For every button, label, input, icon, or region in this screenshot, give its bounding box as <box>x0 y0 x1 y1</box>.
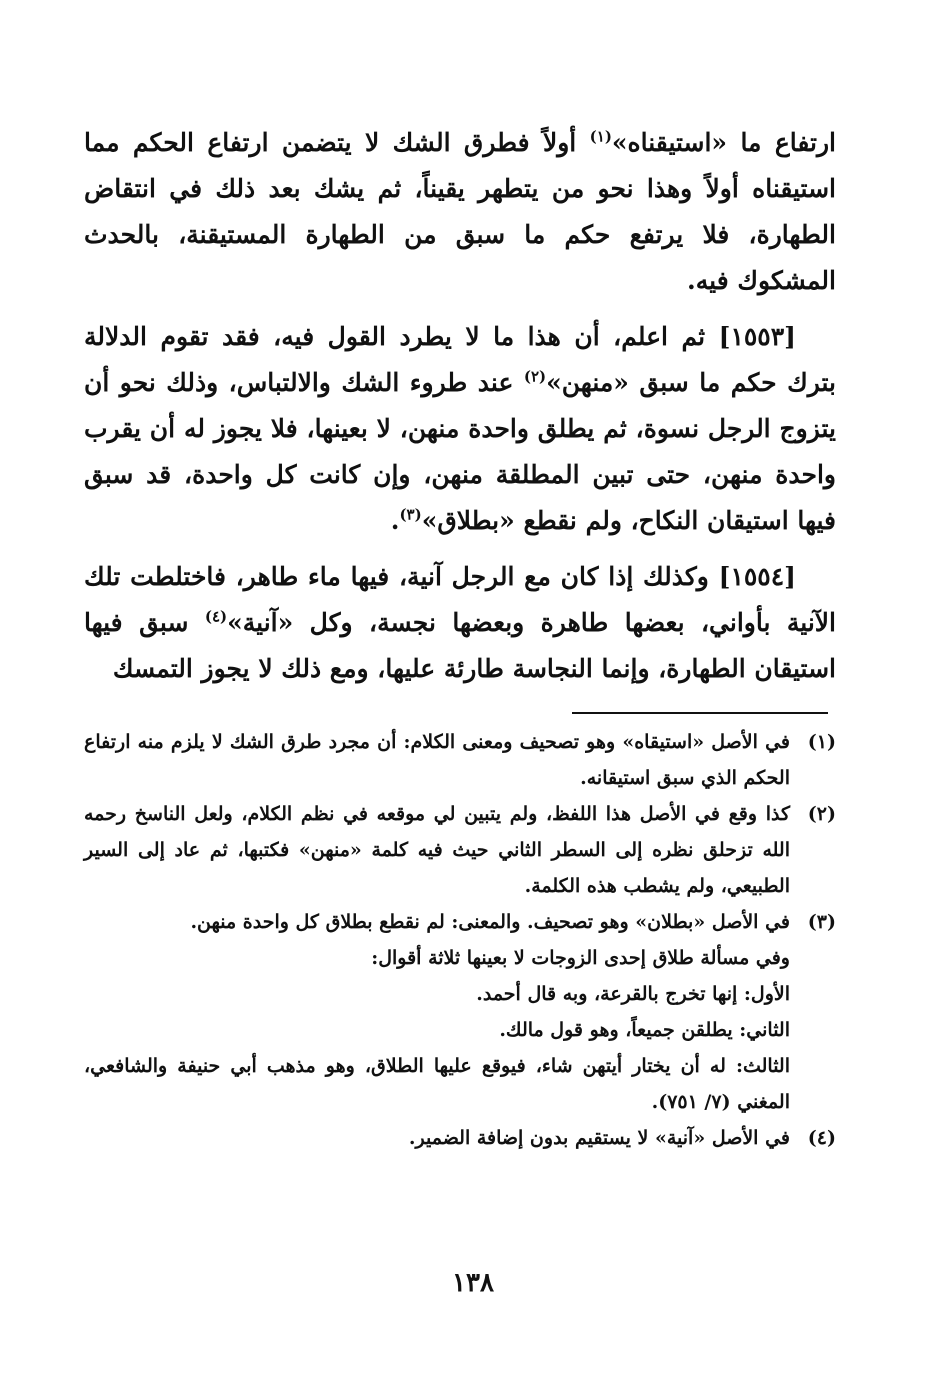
footnote-number: (١) <box>807 731 836 753</box>
footnote-line: في الأصل «استيقاه» وهو تصحيف ومعنى الكلام: أن مجرد طرق الشك لا يلزم منه ارتفاع الحكم الذي سبق استيقانه. <box>84 731 790 789</box>
footnote-body <box>84 796 790 904</box>
text-segment: . <box>390 506 400 535</box>
footnote-line: في الأصل «بطلان» وهو تصحيف. والمعنى: لم نقطع بطلاق كل واحدة منهن. <box>190 911 790 933</box>
footnote-1 <box>84 724 836 796</box>
text-segment: ارتفاع ما «استيقناه» <box>611 128 836 157</box>
text-segment: عند طروء الشك والالتباس، وذلك نحو أن يتزوج الرجل نسوة، ثم يطلق واحدة منهن، لا بعينها، فلا يجوز له أن يقرب واحدة منهن، حتى تبين المطلقة منهن، وإن كانت كل واحدة، قد سبق فيها استيقان النكاح، ولم نقطع «بطلاق» <box>84 368 836 535</box>
footnotes <box>84 724 836 1156</box>
footnote-number: (٢) <box>807 803 836 825</box>
footnote-line: الثالث: له أن يختار أيتهن شاء، فيوقع عليها الطلاق، وهو مذهب أبي حنيفة والشافعي، المغني (٧/ ٧٥١). <box>84 1055 791 1113</box>
footnote-line: في الأصل «آنية» لا يستقيم بدون إضافة الضمير. <box>408 1127 790 1149</box>
footnote-3 <box>84 904 836 1120</box>
paragraph-1554 <box>84 554 836 692</box>
footnote-body <box>84 1120 790 1156</box>
text-segment: [١٥٥٣] ثم اعلم، أن هذا ما لا يطرد القول فيه، فقد تقوم الدلالة بترك حكم ما سبق «منهن» <box>84 322 837 397</box>
main-text <box>84 120 836 702</box>
paragraph-1553 <box>84 314 836 544</box>
footnote-body <box>84 904 790 1120</box>
footnote-number: (٤) <box>807 1127 836 1149</box>
footnote-4 <box>84 1120 836 1156</box>
footnote-number: (٣) <box>807 911 836 933</box>
footnote-body <box>84 724 790 796</box>
footnote-2 <box>84 796 836 904</box>
page-number: ١٣٨ <box>452 1268 494 1298</box>
text-segment: سبق فيها استيقان الطهارة، وإنما النجاسة طارئة عليها، ومع ذلك لا يجوز التمسك <box>84 608 836 683</box>
footnote-line: وفي مسألة طلاق إحدى الزوجات لا بعينها ثلاثة أقوال: <box>371 947 790 969</box>
text-segment: [١٥٥٤] وكذلك إذا كان مع الرجل آنية، فيها ماء طاهر، فاختلطت تلك الآنية بأواني، بعضها طاهرة وبعضها نجسة، وكل «آنية» <box>84 562 836 637</box>
footnote-line: الأول: إنها تخرج بالقرعة، وبه قال أحمد. <box>476 983 790 1005</box>
footnote-separator <box>572 712 828 714</box>
footnote-ref-2: (٢) <box>523 367 547 386</box>
footnote-line: الثاني: يطلقن جميعاً، وهو قول مالك. <box>499 1019 790 1041</box>
footnote-ref-3: (٣) <box>399 505 422 524</box>
footnote-line: كذا وقع في الأصل هذا اللفظ، ولم يتبين لي موقعه في نظم الكلام، ولعل الناسخ رحمه الله تزحلق نظره إلى السطر الثاني حيث فيه كلمة «منهن» فكتبها، ثم عاد إلى السير الطبيعي، ولم يشطب هذه الكلمة. <box>84 803 790 897</box>
footnote-ref-4: (٤) <box>204 607 228 626</box>
footnote-ref-1: (١) <box>589 127 612 146</box>
paragraph-1 <box>84 120 836 304</box>
text-segment: أولاً فطرق الشك لا يتضمن ارتفاع الحكم مما استيقناه أولاً وهذا نحو من يتطهر يقيناً، ثم يشك بعد ذلك في انتقاض الطهارة، فلا يرتفع حكم ما سبق من الطهارة المستيقنة، بالحدث المشكوك فيه. <box>84 128 836 295</box>
